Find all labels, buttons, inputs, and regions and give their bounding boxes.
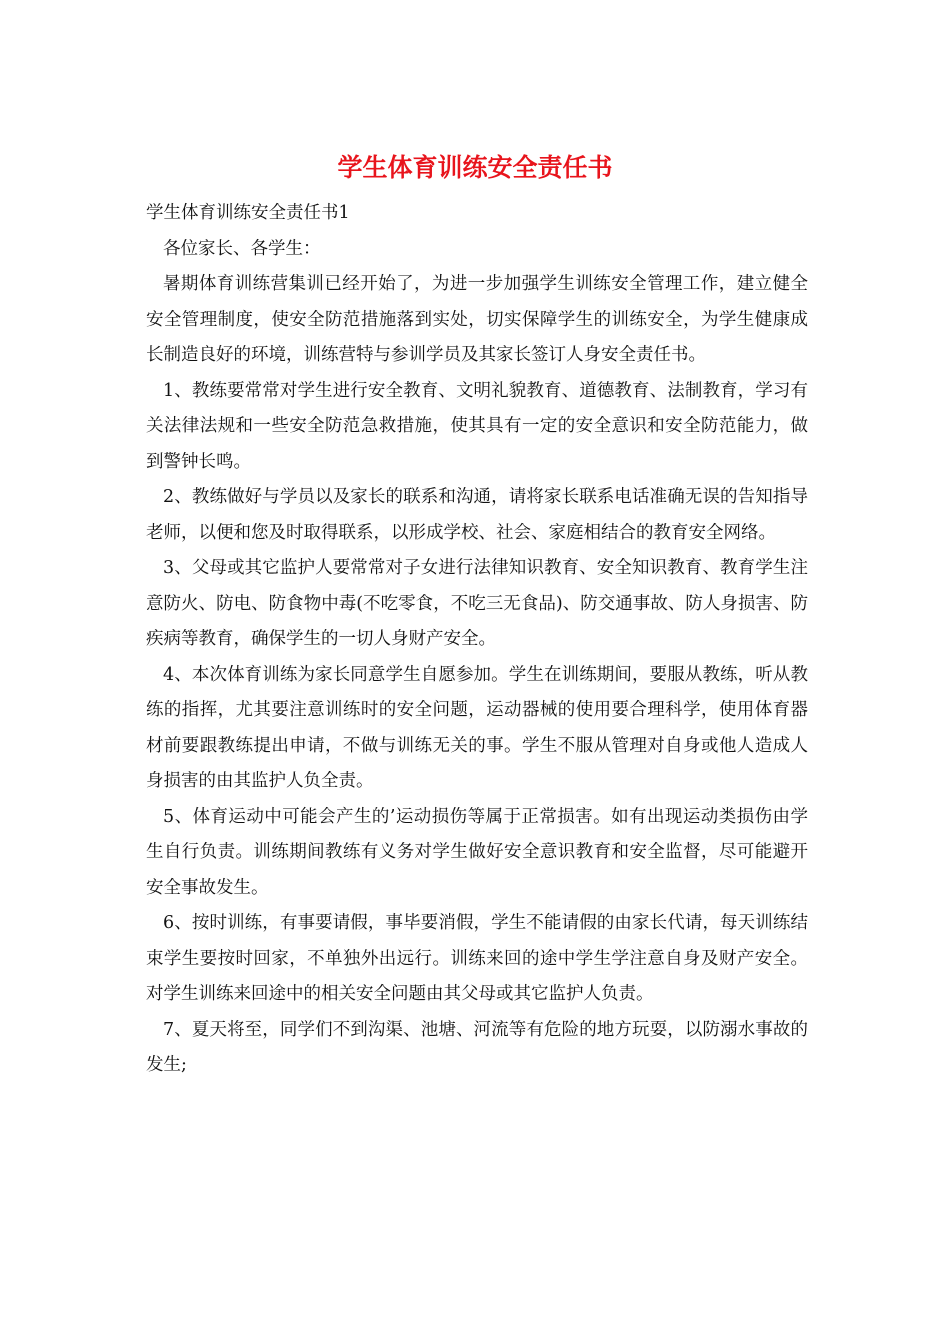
paragraph-item-1: 1、教练要常常对学生进行安全教育、文明礼貌教育、道德教育、法制教育，学习有关法律法规和一些安全防范急救措施，使其具有一定的安全意识和安全防范能力，做到警钟长鸣。 — [146, 380, 808, 472]
paragraph-item-5: 5、体育运动中可能会产生的’运动损伤等属于正常损害。如有出现运动类损伤由学生自行负责。训练期间教练有义务对学生做好安全意识教育和安全监督，尽可能避开安全事故发生。 — [146, 806, 808, 898]
paragraph-item-4: 4、本次体育训练为家长同意学生自愿参加。学生在训练期间，要服从教练，听从教练的指挥，尤其要注意训练时的安全问题，运动器械的使用要合理科学，使用体育器材前要跟教练提出申请，不做与训练无关的事。学生不服从管理对自身或他人造成人身损害的由其监护人负全责。 — [146, 664, 808, 791]
document-title: 学生体育训练安全责任书 — [337, 153, 613, 182]
paragraph-item-6: 6、按时训练，有事要请假，事毕要消假，学生不能请假的由家长代请，每天训练结束学生要按时回家，不单独外出远行。训练来回的途中学生学注意自身及财产安全。对学生训练来回途中的相关安全问题由其父母或其它监护人负责。 — [146, 913, 808, 1004]
document-subtitle: 学生体育训练安全责任书1 — [146, 203, 350, 223]
salutation: 各位家长、各学生： — [163, 238, 321, 259]
document-body — [146, 196, 808, 1084]
paragraph-item-3: 3、父母或其它监护人要常常对子女进行法律知识教育、安全知识教育、教育学生注意防火、防电、防食物中毒(不吃零食，不吃三无食品)、防交通事故、防人身损害、防疾病等教育，确保学生的一切人身财产安全。 — [146, 558, 808, 649]
paragraph-item-7: 7、夏天将至，同学们不到沟渠、池塘、河流等有危险的地方玩耍，以防溺水事故的发生; — [146, 1019, 808, 1075]
paragraph-intro: 暑期体育训练营集训已经开始了，为进一步加强学生训练安全管理工作，建立健全安全管理制度，使安全防范措施落到实处，切实保障学生的训练安全，为学生健康成长制造良好的环境，训练营特与参训学员及其家长签订人身安全责任书。 — [146, 274, 808, 365]
paragraph-item-2: 2、教练做好与学员以及家长的联系和沟通，请将家长联系电话准确无误的告知指导老师，以便和您及时取得联系，以形成学校、社会、家庭相结合的教育安全网络。 — [146, 487, 808, 543]
